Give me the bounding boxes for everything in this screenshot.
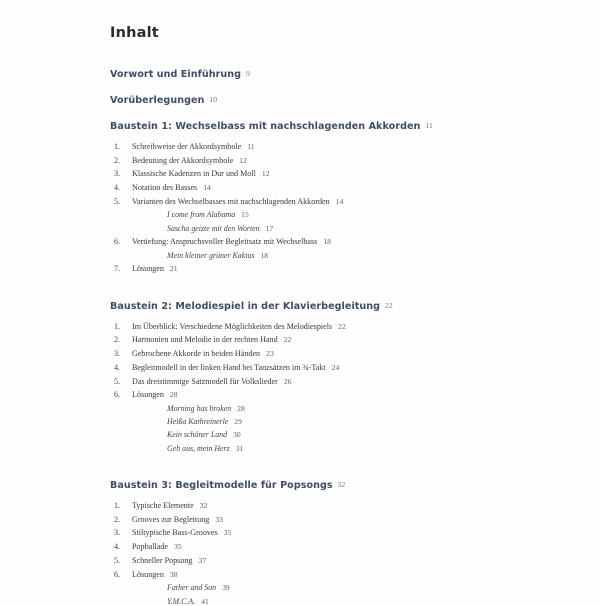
toc-entry[interactable] <box>110 323 520 331</box>
toc-entry-number: 4. <box>114 542 121 552</box>
toc-entry-number: 5. <box>114 196 121 206</box>
toc-entry-label: Harmonien und Melodie in der rechten Hand <box>132 335 278 345</box>
front-matter-label: Vorwort und Einführung <box>110 68 242 80</box>
section-heading-label: Baustein 2: Melodiespiel in der Klavierbegleitung <box>110 300 381 312</box>
toc-entry-label: Lösungen <box>132 264 164 274</box>
toc-entry-page-number: 22 <box>283 335 292 345</box>
toc-entry[interactable] <box>110 543 520 551</box>
toc-song-entry[interactable] <box>110 418 520 426</box>
toc-entry-page-number: 18 <box>323 237 332 247</box>
toc-entry-page-number: 12 <box>239 155 247 165</box>
toc-entry-label: Begleitmodell in der linken Hand bei Tanzsätzen im ¾-Takt <box>132 362 326 372</box>
toc-song-title: Y.M.C.A. <box>167 596 196 606</box>
toc-entry-number: 3. <box>114 169 121 179</box>
toc-entry-label: Gebrochene Akkorde in beiden Händen <box>132 349 261 359</box>
section-heading[interactable] <box>110 121 520 132</box>
toc-entry-page-number: 12 <box>261 169 270 179</box>
toc-song-title: Father and Son <box>167 583 217 593</box>
toc-entry-number: 4. <box>114 362 121 372</box>
toc-entry-number: 1. <box>114 501 121 511</box>
toc-entry-label: Vertiefung: Anspruchsvoller Begleitsatz mit Wechselbass <box>132 237 318 247</box>
front-matter-page-number: 10 <box>209 94 218 104</box>
toc-song-entry[interactable] <box>110 211 520 219</box>
toc-song-title: Kein schöner Land <box>167 430 228 440</box>
toc-song-entry[interactable] <box>110 225 520 233</box>
toc-entry-label: Bedeutung der Akkordsymbole <box>132 155 234 165</box>
section-heading[interactable] <box>110 480 520 491</box>
toc-entry-number: 1. <box>114 321 121 331</box>
toc-entry-number: 6. <box>114 390 121 400</box>
toc-song-entry[interactable] <box>110 405 520 413</box>
toc-entry-page-number: 22 <box>338 321 346 331</box>
toc-entry-number: 2. <box>114 155 121 165</box>
toc-song-page-number: 30 <box>233 430 241 440</box>
toc-entry-label: Notation des Basses <box>132 183 198 193</box>
toc-song-page-number: 28 <box>237 403 245 413</box>
toc-song-entry[interactable] <box>110 431 520 439</box>
front-matter-page-number: 9 <box>246 68 250 78</box>
toc-entry[interactable] <box>110 391 520 399</box>
toc-entry-label: Schreibweise der Akkordsymbole <box>132 142 242 152</box>
toc-entry-page-number: 21 <box>169 264 178 274</box>
toc-entry-number: 2. <box>114 335 121 345</box>
toc-entry-page-number: 37 <box>198 555 207 565</box>
toc-entry-label: Das dreistimmige Satzmodell für Volkslieder <box>132 376 278 386</box>
toc-song-entry[interactable] <box>110 584 520 592</box>
toc-song-page-number: 15 <box>241 210 249 220</box>
toc-section <box>110 121 520 273</box>
toc-song-page-number: 39 <box>222 583 230 593</box>
toc-section <box>110 480 520 605</box>
toc-entry-label: Klassische Kadenzen in Dur und Moll <box>132 169 256 179</box>
toc-entry-page-number: 38 <box>169 569 178 579</box>
toc-entry[interactable] <box>110 170 520 178</box>
section-heading-page-number: 32 <box>337 480 346 490</box>
toc-entry-number: 1. <box>114 142 121 152</box>
toc-entry-number: 2. <box>114 514 121 524</box>
toc-entry[interactable] <box>110 557 520 565</box>
toc-entry[interactable] <box>110 157 520 165</box>
toc-song-title: I come from Alabama <box>167 210 236 220</box>
toc-entry[interactable] <box>110 265 520 273</box>
toc-entry[interactable] <box>110 350 520 358</box>
toc-entry-page-number: 33 <box>215 514 224 524</box>
section-spacer <box>110 279 520 301</box>
toc-entry[interactable] <box>110 502 520 510</box>
toc-song-page-number: 31 <box>235 443 244 453</box>
toc-song-title: Heißa Kathreinerle <box>167 417 229 427</box>
toc-entry-number: 6. <box>114 237 121 247</box>
toc-song-page-number: 18 <box>260 250 269 260</box>
toc-entry[interactable] <box>110 571 520 579</box>
toc-entry[interactable] <box>110 198 520 206</box>
toc-song-title: Sascha geizte mit den Worten <box>167 223 260 233</box>
front-matter-label: Vorüberlegungen <box>110 94 205 106</box>
toc-entry-page-number: 11 <box>247 142 255 152</box>
toc-entry-label: Stiltypische Bass-Grooves <box>132 528 218 538</box>
toc-song-title: Geh aus, mein Herz <box>167 443 230 453</box>
section-heading-page-number: 22 <box>385 300 393 310</box>
toc-entry-number: 3. <box>114 349 121 359</box>
toc-song-title: Mein kleiner grüner Kaktus <box>167 250 255 260</box>
toc-entry[interactable] <box>110 336 520 344</box>
front-matter-list <box>110 69 520 106</box>
toc-song-entry[interactable] <box>110 445 520 453</box>
toc-entry-label: Typische Elemente <box>132 501 194 511</box>
toc-entry-label: Popballade <box>132 542 168 552</box>
toc-entry-number: 5. <box>114 555 121 565</box>
toc-entry-label: Lösungen <box>132 569 164 579</box>
toc-entry-label: Im Überblick: Verschiedene Möglichkeiten des Melodiespiels <box>132 321 333 331</box>
toc-song-entry[interactable] <box>110 598 520 606</box>
section-heading[interactable] <box>110 301 520 312</box>
section-entry-list <box>110 502 520 605</box>
toc-entry[interactable] <box>110 378 520 386</box>
section-spacer <box>110 458 520 480</box>
toc-song-page-number: 41 <box>201 596 209 606</box>
toc-entry-number: 5. <box>114 376 121 386</box>
toc-song-title: Morning has broken <box>167 403 232 413</box>
toc-entry-number: 3. <box>114 528 121 538</box>
toc-entry-page-number: 26 <box>283 376 292 386</box>
toc-entry-label: Lösungen <box>132 390 164 400</box>
toc-entry-label: Grooves zur Begleitung <box>132 514 210 524</box>
toc-song-page-number: 17 <box>265 223 274 233</box>
toc-entry-number: 4. <box>114 183 121 193</box>
toc-entry[interactable] <box>110 529 520 537</box>
toc-entry-page-number: 23 <box>266 349 274 359</box>
section-entry-list <box>110 323 520 453</box>
toc-entry-page-number: 24 <box>331 362 340 372</box>
toc-section <box>110 301 520 453</box>
toc-entry-page-number: 14 <box>335 196 344 206</box>
toc-entry-label: Varianten des Wechselbasses mit nachschlagenden Akkorden <box>132 196 330 206</box>
toc-song-page-number: 29 <box>234 417 242 427</box>
toc-entry-page-number: 35 <box>223 528 232 538</box>
toc-song-entry[interactable] <box>110 252 520 260</box>
toc-entry-page-number: 14 <box>203 183 211 193</box>
front-matter-entry[interactable] <box>110 95 520 106</box>
sections-list <box>110 121 520 605</box>
section-entry-list <box>110 143 520 273</box>
toc-entry-page-number: 32 <box>199 501 208 511</box>
toc-entry-label: Schneller Popsong <box>132 555 193 565</box>
toc-entry-page-number: 28 <box>169 390 178 400</box>
section-heading-label: Baustein 1: Wechselbass mit nachschlagenden Akkorden <box>110 121 421 132</box>
toc-entry-number: 7. <box>114 264 121 274</box>
section-heading-page-number: 11 <box>425 121 433 130</box>
toc-entry[interactable] <box>110 364 520 372</box>
toc-entry[interactable] <box>110 238 520 246</box>
toc-entry[interactable] <box>110 143 520 151</box>
toc-entry-page-number: 35 <box>173 542 182 552</box>
section-heading-label: Baustein 3: Begleitmodelle für Popsongs <box>110 480 333 492</box>
front-matter-entry[interactable] <box>110 69 520 80</box>
toc-entry[interactable] <box>110 516 520 524</box>
toc-entry-number: 6. <box>114 569 121 579</box>
page-title: Inhalt <box>110 25 159 41</box>
toc-entry[interactable] <box>110 184 520 192</box>
